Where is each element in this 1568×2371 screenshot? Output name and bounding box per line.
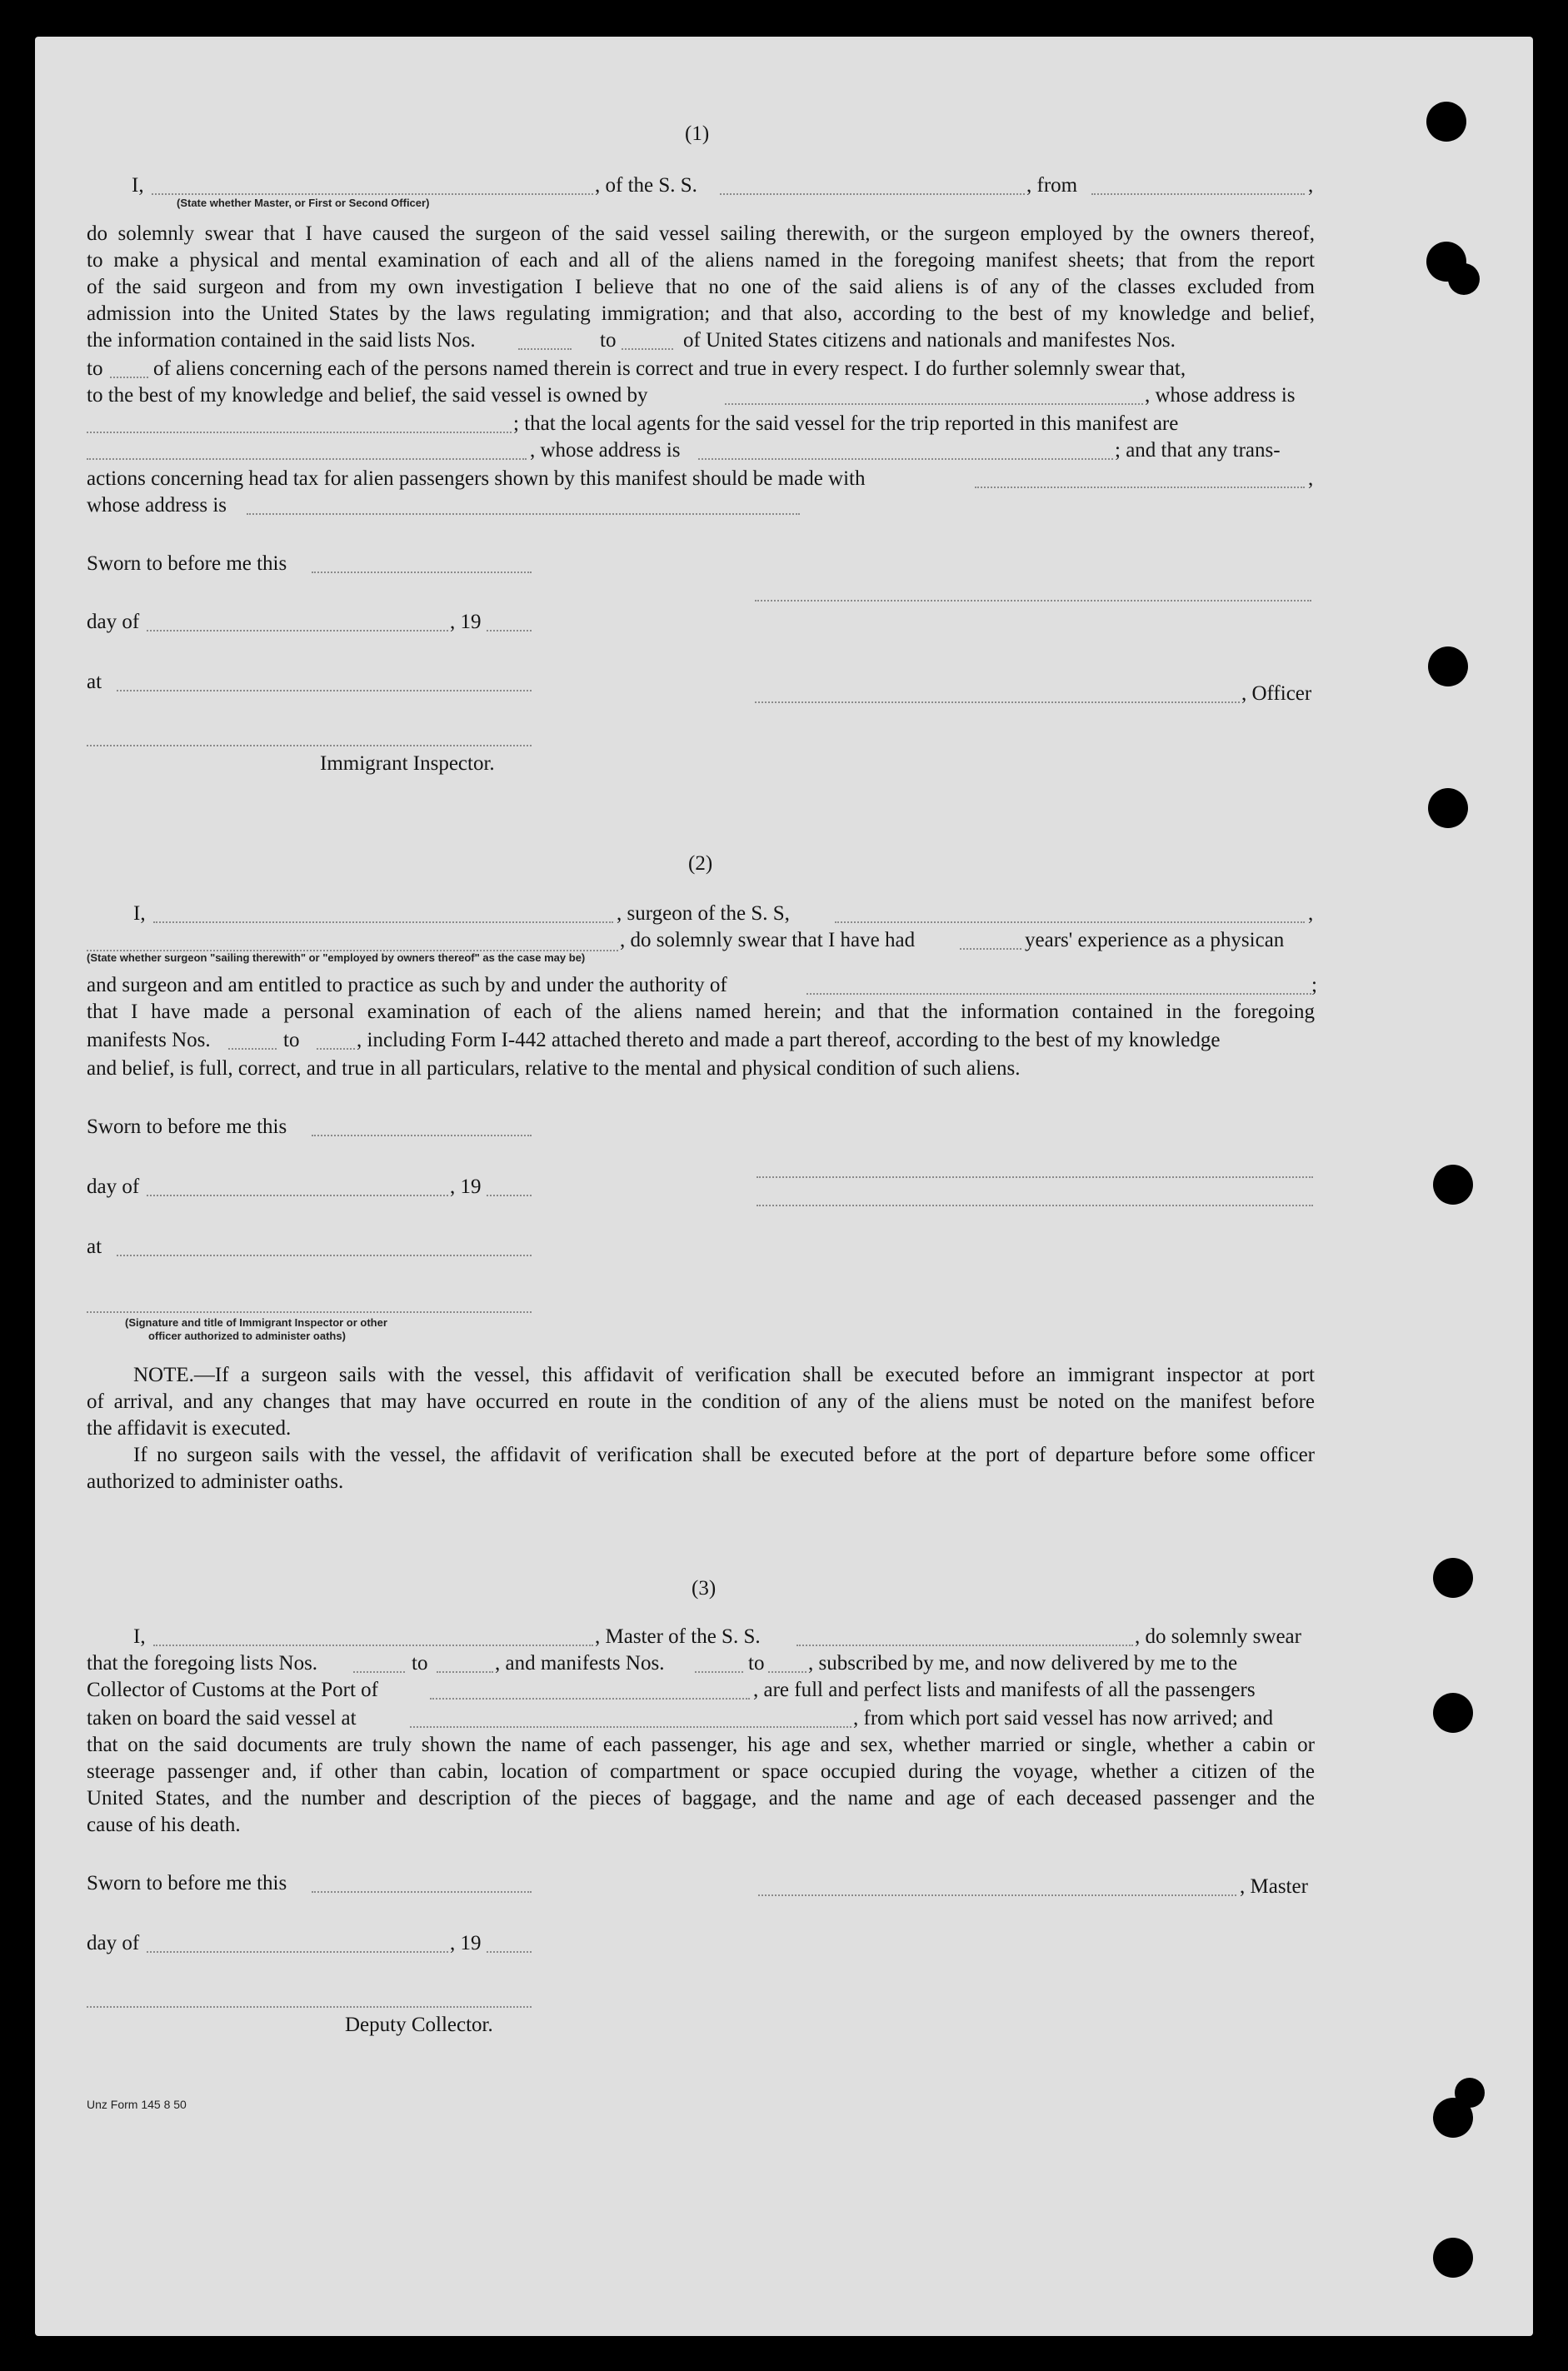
s2-day-field[interactable] xyxy=(147,1195,448,1196)
s1-line5-a: the information contained in the said lists Nos. xyxy=(87,329,476,352)
s2-manifests-to-field[interactable] xyxy=(317,1048,355,1050)
s3-line2-b: to xyxy=(412,1652,428,1675)
surgeon-name-field[interactable] xyxy=(153,921,613,923)
binder-hole xyxy=(1428,788,1468,828)
binder-hole xyxy=(1433,1693,1473,1733)
s2-line5-c: , including Form I-442 attached thereto and made a part thereof, according to the best of my knowledge xyxy=(357,1029,1221,1051)
s1-at-label: at xyxy=(87,671,102,693)
s1-line6-a: to xyxy=(87,357,103,380)
section-2-number: (2) xyxy=(688,852,713,875)
s1-officer-label: , Officer xyxy=(1241,682,1312,705)
s1-line6-b: of aliens concerning each of the persons named therein is correct and true in every respect. I do further solemnly swear that, xyxy=(153,357,1186,380)
s2-years-label: years' experience as a physican xyxy=(1025,929,1285,951)
deputy-signature-line[interactable] xyxy=(87,2006,532,2008)
s2-year-label: , 19 xyxy=(450,1176,482,1198)
surgeon-note: (State whether surgeon "sailing therewith" or "employed by owners thereof" as the case may be) xyxy=(87,951,586,964)
s1-of-ss-label: , of the S. S. xyxy=(595,174,697,197)
s1-line5-c: of United States citizens and nationals and manifestes Nos. xyxy=(683,329,1176,352)
binder-hole xyxy=(1433,2238,1473,2278)
s1-from-label: , from xyxy=(1026,174,1078,197)
s2-note-line: of arrival, and any changes that may have occurred en route in the condition of any of the aliens must be noted on the manifest before xyxy=(87,1390,1315,1413)
s1-comma: , xyxy=(1308,467,1314,490)
from-port-field[interactable] xyxy=(1091,193,1305,195)
s1-at-field[interactable] xyxy=(117,690,532,691)
s2-note-line: NOTE.—If a surgeon sails with the vessel, this affidavit of verification shall be executed before an immigrant inspector at port xyxy=(133,1364,1315,1386)
s3-line4-b: , from which port said vessel has now arrived; and xyxy=(853,1707,1274,1730)
s1-line7-a: to the best of my knowledge and belief, the said vessel is owned by xyxy=(87,384,648,407)
s1-sworn-field[interactable] xyxy=(312,572,532,573)
s1-sworn-label: Sworn to before me this xyxy=(87,552,287,575)
s2-do-swear-label: , do solemnly swear that I have had xyxy=(620,929,916,951)
s2-manifests-from-field[interactable] xyxy=(228,1048,277,1050)
s2-at-label: at xyxy=(87,1235,102,1258)
agents-address-field[interactable] xyxy=(698,458,1113,460)
section-1-number: (1) xyxy=(685,122,710,145)
s1-line11: whose address is xyxy=(87,494,227,517)
inspector-signature-line[interactable] xyxy=(87,745,532,746)
s3-line: steerage passenger and, if other than cabin, location of compartment or space occupied during the voyage, whether a citizen of the xyxy=(87,1760,1315,1783)
s2-inspector-signature-line[interactable] xyxy=(87,1311,532,1313)
s3-sworn-label: Sworn to before me this xyxy=(87,1872,287,1894)
s1-signature-line[interactable] xyxy=(755,600,1311,601)
s2-note-line: the affidavit is executed. xyxy=(87,1417,292,1440)
section-3-number: (3) xyxy=(692,1577,717,1600)
signature-note-2: officer authorized to administer oaths) xyxy=(148,1330,346,1342)
s2-line5-b: to xyxy=(283,1029,300,1051)
years-experience-field[interactable] xyxy=(960,948,1021,950)
s1-inspector-label: Immigrant Inspector. xyxy=(320,752,495,775)
s2-note2-line: authorized to administer oaths. xyxy=(87,1470,344,1493)
officer-signature-field[interactable] xyxy=(755,701,1240,703)
officer-note: (State whether Master, or First or Second Officer) xyxy=(177,197,430,209)
s1-year-field[interactable] xyxy=(487,630,532,631)
binder-hole xyxy=(1455,2078,1485,2108)
s1-comma: , xyxy=(1308,174,1314,197)
s2-sworn-label: Sworn to before me this xyxy=(87,1116,287,1138)
s3-last-line: cause of his death. xyxy=(87,1814,241,1836)
embark-port-field[interactable] xyxy=(410,1726,851,1728)
s2-semicolon: ; xyxy=(1311,974,1317,996)
s3-manifests-to-field[interactable] xyxy=(768,1671,806,1673)
s1-line9-b: ; and that any trans- xyxy=(1115,439,1281,462)
agents-field[interactable] xyxy=(87,458,527,460)
s1-line7-b: , whose address is xyxy=(1145,384,1296,407)
s2-at-field[interactable] xyxy=(117,1255,532,1256)
lists-from-field[interactable] xyxy=(518,348,572,350)
s3-line: that on the said documents are truly shown the name of each passenger, his age and sex, whether married or single, whether a cabin or xyxy=(87,1734,1315,1756)
officer-name-field[interactable] xyxy=(152,193,593,195)
s3-line2-e: , subscribed by me, and now delivered by me to the xyxy=(808,1652,1238,1675)
s3-line2-d: to xyxy=(748,1652,765,1675)
s3-ship-name-field[interactable] xyxy=(796,1645,1133,1646)
master-signature-field[interactable] xyxy=(758,1894,1236,1896)
authority-field[interactable] xyxy=(806,993,1311,995)
s3-manifests-from-field[interactable] xyxy=(695,1671,743,1673)
head-tax-contact-field[interactable] xyxy=(975,487,1305,488)
s2-line5-a: manifests Nos. xyxy=(87,1029,211,1051)
manifests-to-field[interactable] xyxy=(110,377,148,378)
ship-name-field[interactable] xyxy=(720,193,1025,195)
s3-year-label: , 19 xyxy=(450,1932,482,1954)
s3-line3-b: , are full and perfect lists and manifests of all the passengers xyxy=(753,1679,1256,1701)
binder-hole xyxy=(1426,102,1466,142)
s1-day-of-label: day of xyxy=(87,611,140,633)
s2-day-of-label: day of xyxy=(87,1176,140,1198)
s3-line4-a: taken on board the said vessel at xyxy=(87,1707,357,1730)
s3-year-field[interactable] xyxy=(487,1951,532,1953)
s3-line2-a: that the foregoing lists Nos. xyxy=(87,1652,318,1675)
owner-field[interactable] xyxy=(725,403,1143,405)
binder-hole xyxy=(1428,646,1468,686)
s1-line9-a: , whose address is xyxy=(530,439,681,462)
s2-line3: and surgeon and am entitled to practice as such by and under the authority of xyxy=(87,974,727,996)
s3-master-of-label: , Master of the S. S. xyxy=(595,1625,761,1648)
s3-line: United States, and the number and description of the pieces of baggage, and the name and age of each deceased passenger and the xyxy=(87,1787,1315,1809)
s2-i-label: I, xyxy=(133,902,146,925)
s3-sworn-field[interactable] xyxy=(312,1891,532,1893)
s1-line5-b: to xyxy=(600,329,617,352)
s3-i-label: I, xyxy=(133,1625,146,1648)
s1-line8: ; that the local agents for the said vessel for the trip reported in this manifest are xyxy=(513,412,1179,435)
s2-signature-line-2[interactable] xyxy=(757,1205,1313,1206)
binder-hole xyxy=(1433,1165,1473,1205)
s1-i-label: I, xyxy=(132,174,144,197)
binder-hole xyxy=(1448,263,1480,295)
master-name-field[interactable] xyxy=(153,1645,593,1646)
form-id: Unz Form 145 8 50 xyxy=(87,2098,187,2111)
s2-year-field[interactable] xyxy=(487,1195,532,1196)
s1-day-field[interactable] xyxy=(147,630,448,631)
s2-ship-name-field[interactable] xyxy=(835,921,1305,923)
s2-signature-line[interactable] xyxy=(757,1176,1313,1178)
s1-year-label: , 19 xyxy=(450,611,482,633)
binder-hole xyxy=(1433,1558,1473,1598)
s1-line: do solemnly swear that I have caused the surgeon of the said vessel sailing therewith, or the surgeon employed by the owners thereof, xyxy=(87,222,1315,245)
s1-line: to make a physical and mental examination of each and all of the aliens named in the foregoing manifest sheets; that from the report xyxy=(87,249,1315,272)
port-field[interactable] xyxy=(430,1698,750,1700)
signature-note-1: (Signature and title of Immigrant Inspector or other xyxy=(125,1316,387,1329)
s2-note2-line: If no surgeon sails with the vessel, the affidavit of verification shall be executed before at the port of departure before some officer xyxy=(133,1444,1315,1466)
s3-day-of-label: day of xyxy=(87,1932,140,1954)
s3-lists-from-field[interactable] xyxy=(353,1671,405,1673)
s2-sworn-field[interactable] xyxy=(312,1135,532,1136)
s2-line6: and belief, is full, correct, and true in all particulars, relative to the mental and physical condition of such aliens. xyxy=(87,1057,1021,1080)
form-sheet xyxy=(35,37,1533,2336)
s2-surgeon-of-label: , surgeon of the S. S, xyxy=(617,902,790,925)
s1-line: of the said surgeon and from my own investigation I believe that no one of the said aliens is of any of the classes excluded from xyxy=(87,276,1315,298)
s1-line10: actions concerning head tax for alien passengers shown by this manifest should be made with xyxy=(87,467,866,490)
s3-day-field[interactable] xyxy=(147,1951,448,1953)
s3-do-swear-label: , do solemnly swear xyxy=(1135,1625,1301,1648)
s3-deputy-label: Deputy Collector. xyxy=(345,2014,493,2036)
lists-to-field[interactable] xyxy=(622,348,673,350)
s3-master-label: , Master xyxy=(1240,1875,1308,1898)
head-tax-address-field[interactable] xyxy=(247,513,800,515)
s3-line2-c: , and manifests Nos. xyxy=(495,1652,665,1675)
s2-comma: , xyxy=(1308,902,1314,925)
s3-line3-a: Collector of Customs at the Port of xyxy=(87,1679,378,1701)
s1-line: admission into the United States by the laws regulating immigration; and that also, according to the best of my knowledge and belief, xyxy=(87,302,1315,325)
owner-address-field[interactable] xyxy=(87,432,512,433)
s2-line4: that I have made a personal examination of each of the aliens named herein; and that the information contained in the foregoing xyxy=(87,1001,1315,1023)
s3-lists-to-field[interactable] xyxy=(437,1671,493,1673)
